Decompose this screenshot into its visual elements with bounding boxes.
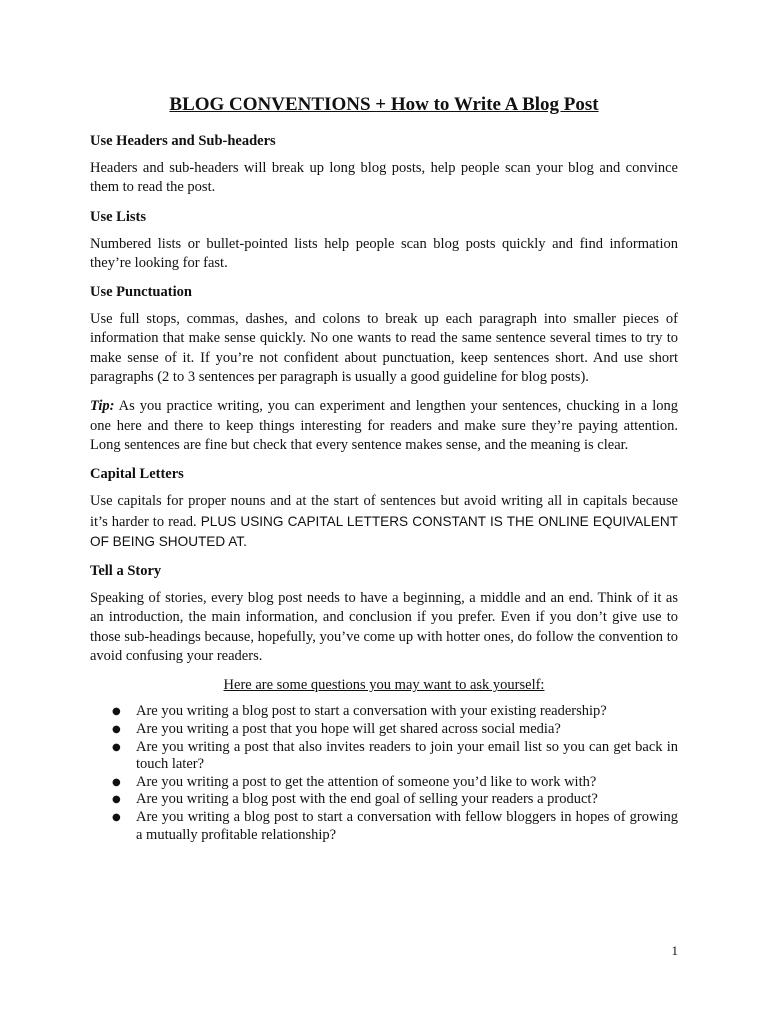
tip-body: As you practice writing, you can experiment and lengthen your sentences, chucking in a long one here and there to keep things interesting for readers and make sure they’re paying attention. Long sentences are fine but check that every sentence makes sense, and the meaning is clear. [90, 398, 678, 453]
list-item: ● Are you writing a blog post to start a conversation with fellow bloggers in hopes of growing a mutually profitable relationship? [112, 808, 678, 843]
bullet-icon: ● [112, 741, 121, 753]
capitals-shouted: PLUS USING CAPITAL LETTERS CONSTANT IS THE ONLINE EQUIVALENT OF BEING SHOUTED AT. [90, 513, 678, 549]
paragraph-story: Speaking of stories, every blog post needs to have a beginning, a middle and an end. Think of it as an introduction, the main information, and conclusion if you prefer. Even if you don’t give use to those sub-headings because, hopefully, you’ve come up with hotter ones, do follow the convention to avoid confusing your readers. [90, 590, 678, 665]
paragraph-punctuation: Use full stops, commas, dashes, and colons to break up each paragraph into smaller pieces of information that make sense quickly. No one wants to read the same sentence several times to try to make sense of it. If you’re not confident about punctuation, keep sentences short. And use short paragraphs (2 to 3 sentences per paragraph is usually a good guideline for blog posts). [90, 311, 678, 386]
list-item: ● Are you writing a post that you hope will get shared across social media? [112, 720, 561, 737]
list-item: ● Are you writing a post to get the attention of someone you’d like to work with? [112, 773, 597, 790]
heading-punctuation: Use Punctuation [90, 284, 192, 301]
list-item: ● Are you writing a blog post to start a conversation with your existing readership? [112, 703, 607, 720]
bullet-icon: ● [112, 776, 121, 788]
bullet-icon: ● [112, 723, 121, 735]
paragraph-headers: Headers and sub-headers will break up long blog posts, help people scan your blog and convince them to read the post. [90, 160, 678, 196]
tip-label: Tip: [90, 398, 115, 415]
paragraph-lists: Numbered lists or bullet-pointed lists help people scan blog posts quickly and find information they’re looking for fast. [90, 235, 678, 271]
capitals-body: Use capitals for proper nouns and at the start of sentences but avoid writing all in capitals because it’s harder to read. [90, 493, 678, 530]
bullet-icon: ● [112, 811, 121, 823]
list-item: ● Are you writing a post that also invites readers to join your email list so you can get back in touch later? [112, 738, 678, 773]
questions-intro: Here are some questions you may want to ask yourself: [223, 677, 545, 694]
page-number: 1 [671, 943, 678, 958]
heading-capitals: Capital Letters [90, 466, 184, 483]
heading-headers: Use Headers and Sub-headers [90, 133, 276, 149]
paragraph-capitals [90, 492, 678, 552]
heading-story: Tell a Story [90, 563, 162, 580]
bullet-icon: ● [112, 706, 121, 718]
list-item: ● Are you writing a blog post with the end goal of selling your readers a product? [112, 791, 598, 808]
heading-lists: Use Lists [90, 208, 146, 225]
document-page [90, 92, 678, 844]
questions-list [90, 703, 678, 844]
paragraph-tip [90, 397, 678, 455]
page-title: BLOG CONVENTIONS + How to Write A Blog Post [169, 94, 599, 115]
bullet-icon: ● [112, 794, 121, 806]
